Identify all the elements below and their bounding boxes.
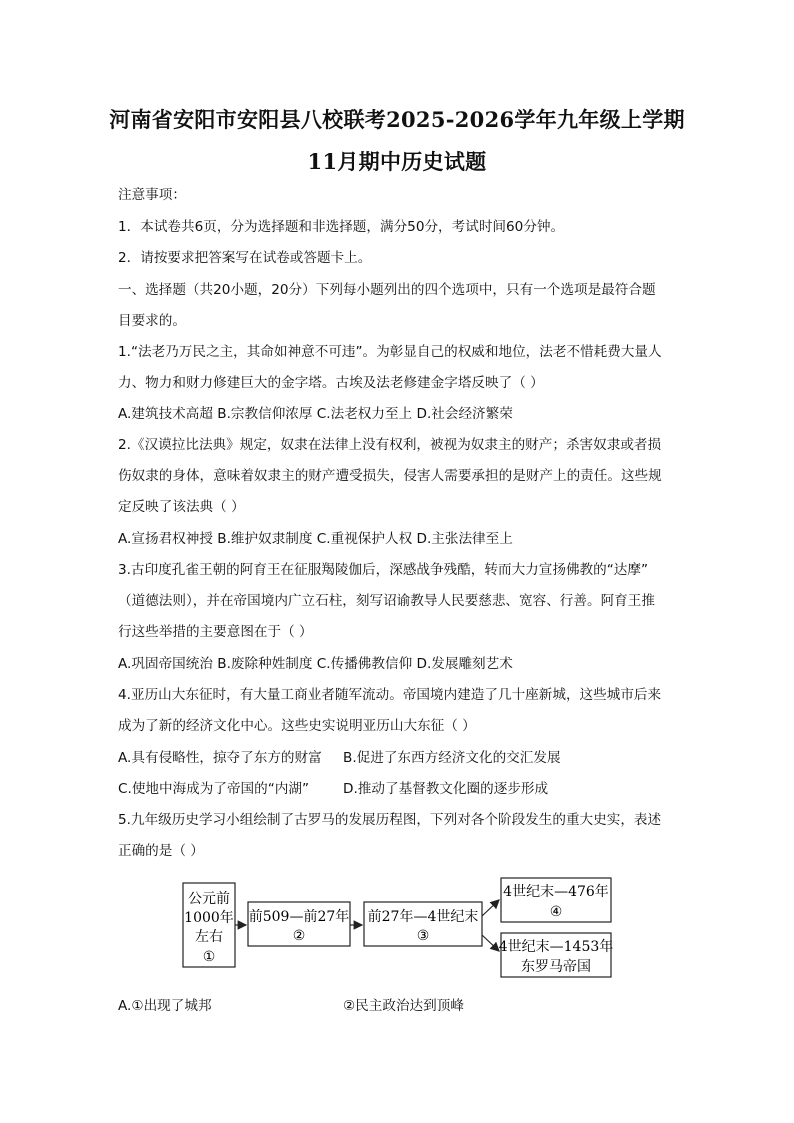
question-1-text-cont: 力、物力和财力修建巨大的金字塔。古埃及法老修建金字塔反映了（ ）: [118, 375, 544, 391]
timeline-box-2-line1: 前509—前27年: [248, 909, 350, 925]
question-2-text-cont2: 定反映了该法典（ ）: [118, 499, 245, 515]
notes-item-1: 1．本试卷共6页，分为选择题和非选择题，满分50分，考试时间60分钟。: [118, 219, 565, 235]
question-5-text-cont: 正确的是（ ）: [118, 843, 204, 859]
timeline-box-3-line1: 前27年—4世纪末: [367, 909, 479, 925]
timeline-box-3-line2: ③: [416, 928, 430, 944]
question-4-option-d: D.推动了基督教文化圈的逐步形成: [343, 781, 549, 797]
question-3-text: 3.古印度孔雀王朝的阿育王在征服羯陵伽后，深感战争残酷，转而大力宣扬佛教的“达摩”: [118, 562, 649, 578]
timeline-box-1-line4: ①: [202, 949, 216, 965]
question-2-text: 2.《汉谟拉比法典》规定，奴隶在法律上没有权利，被视为奴隶主的财产；杀害奴隶或者损: [118, 437, 662, 453]
question-2-options: A.宣扬君权神授 B.维护奴隶制度 C.重视保护人权 D.主张法律至上: [118, 531, 513, 547]
question-1-options: A.建筑技术高超 B.宗教信仰浓厚 C.法老权力至上 D.社会经济繁荣: [118, 406, 513, 422]
question-5-option-a: A.①出现了城邦: [118, 998, 212, 1014]
question-2-text-cont: 伤奴隶的身体，意味着奴隶主的财产遭受损失，侵害人需要承担的是财产上的责任。这些规: [118, 468, 662, 484]
section-1-instruction-cont: 目要求的。: [118, 313, 186, 329]
notes-item-2: 2．请按要求把答案写在试卷或答题卡上。: [118, 250, 372, 266]
exam-title-line2: 11月期中历史试题: [307, 149, 487, 174]
timeline-box-1-line3: 左右: [195, 929, 223, 945]
question-3-options: A.巩固帝国统治 B.废除种姓制度 C.传播佛教信仰 D.发展雕刻艺术: [118, 656, 513, 672]
question-4-option-a: A.具有侵略性，掠夺了东方的财富: [118, 750, 322, 766]
timeline-arrow-3-up: [482, 900, 499, 916]
question-3-text-cont2: 行这些举措的主要意图在于（ ）: [118, 624, 313, 640]
question-4-option-c: C.使地中海成为了帝国的“内湖”: [118, 781, 310, 797]
timeline-box-1-line2: 1000年: [184, 910, 234, 926]
question-3-text-cont: （道德法则），并在帝国境内广立石柱，刻写诏谕教导人民要慈悲、宽容、行善。阿育王推: [118, 593, 655, 609]
exam-title-line1: 河南省安阳市安阳县八校联考2025-2026学年九年级上学期: [109, 107, 685, 132]
question-5-text: 5.九年级历史学习小组绘制了古罗马的发展历程图，下列对各个阶段发生的重大史实，表述: [118, 812, 662, 828]
question-4-option-b: B.促进了东西方经济文化的交汇发展: [343, 750, 561, 766]
question-4-text-cont: 成为了新的经济文化中心。这些史实说明亚历山大东征（ ）: [118, 718, 476, 734]
timeline-box-1-line1: 公元前: [188, 891, 230, 907]
notes-heading: 注意事项：: [118, 187, 186, 203]
question-1-text: 1.“法老乃万民之主，其命如神意不可违”。为彰显自己的权威和地位，法老不惜耗费大量人: [118, 344, 662, 360]
timeline-box-5-line1: 4世纪末—1453年: [498, 939, 614, 955]
timeline-box-2-line2: ②: [292, 928, 306, 944]
timeline-box-4-line2: ④: [549, 904, 563, 920]
question-4-text: 4.亚历山大东征时，有大量工商业者随军流动。帝国境内建造了几十座新城，这些城市后来: [118, 687, 662, 703]
timeline-box-4-line1: 4世纪末—476年: [503, 884, 609, 900]
timeline-arrow-3-down: [482, 935, 499, 951]
section-1-instruction: 一、选择题（共20小题，20分）下列每小题列出的四个选项中，只有一个选项是最符合题: [118, 282, 656, 298]
question-5-option-a-cont: ②民主政治达到顶峰: [343, 998, 464, 1014]
timeline-box-5-line2: 东罗马帝国: [521, 959, 591, 975]
